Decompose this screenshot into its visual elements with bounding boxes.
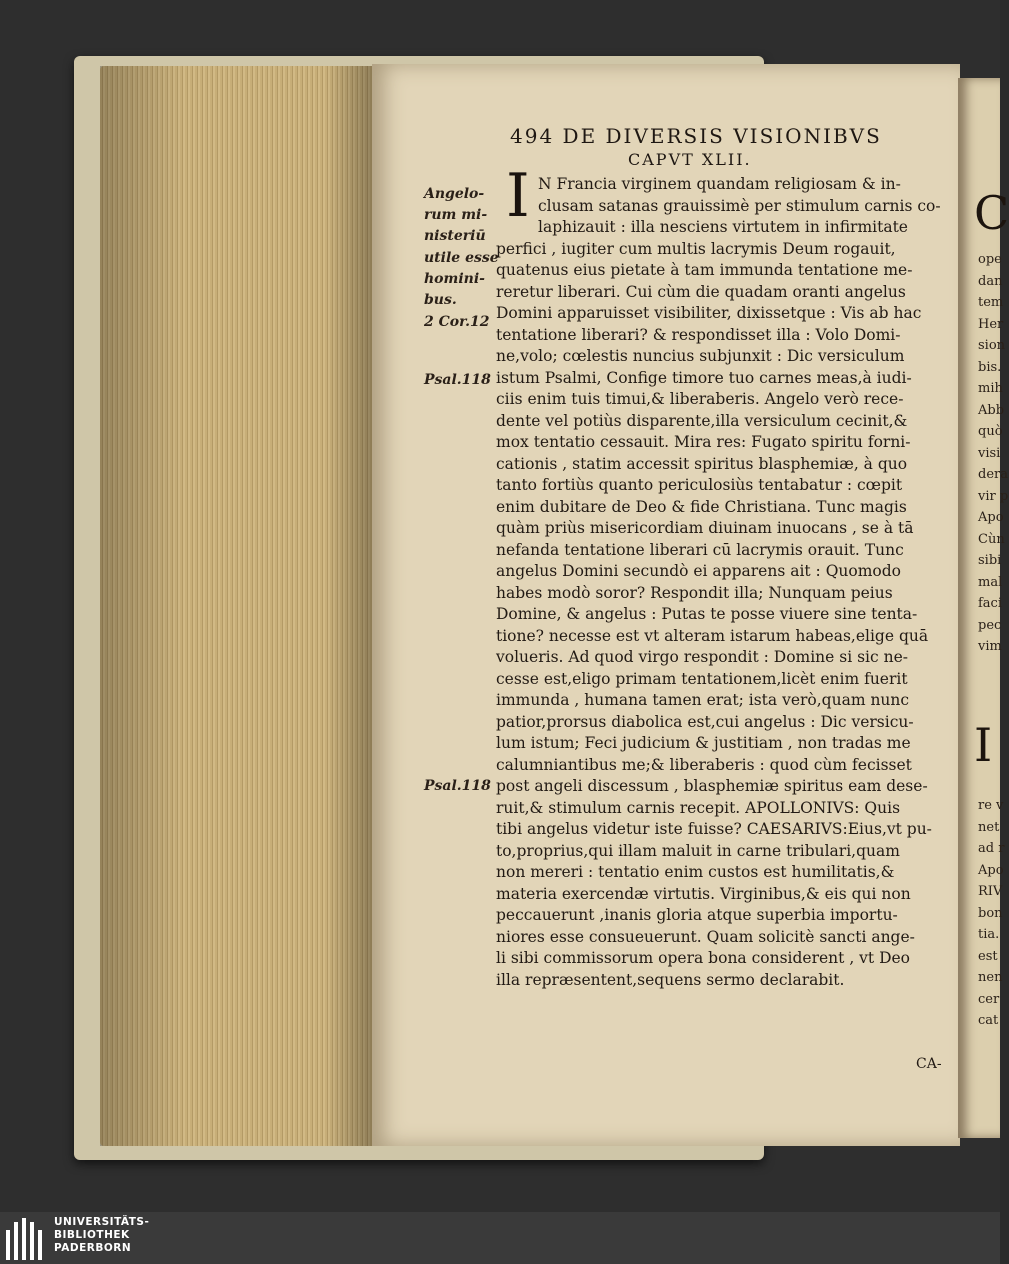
margin-note: homini- (424, 271, 485, 287)
right-page-line: Her (978, 316, 1004, 332)
text-line: perfici , iugiter cum multis lacrymis Deum rogauit, (496, 239, 896, 258)
text-line: nefanda tentatione liberari cū lacrymis orauit. Tunc (496, 540, 904, 559)
right-page-line: cat (978, 1013, 999, 1028)
page-block-shadow (100, 66, 382, 1146)
text-line: cesse est,eligo primam tentationem,licèt enim fuerit (496, 669, 908, 688)
right-page-line: dan (978, 273, 1003, 289)
margin-note: Psal.118 (424, 372, 491, 388)
right-page-line: RIV (978, 884, 1003, 899)
right-page-line: nen (978, 970, 1003, 985)
text-line: tione? necesse est vt alteram istarum habeas,elige quā (496, 626, 929, 645)
text-line: angelus Domini secundò ei apparens ait : Quomodo (496, 562, 902, 580)
right-page-line: faci (978, 596, 1003, 611)
right-page-line: tia. (978, 927, 1000, 942)
library-name-line3: PADERBORN (54, 1242, 132, 1254)
right-page-line: pec (978, 617, 1002, 633)
margin-note: bus. (424, 292, 457, 308)
margin-note: rum mi- (424, 207, 488, 223)
text-line: tibi angelus videtur iste fuisse? CAESARIVS:Eius,vt pu- (496, 820, 932, 838)
text-line: reretur liberari. Cui cùm die quadam oranti angelus (496, 282, 906, 301)
library-name-line2: BIBLIOTHEK (54, 1229, 130, 1241)
text-line: patior,prorsus diabolica est,cui angelus : Dic versicu- (496, 712, 914, 731)
text-line: non mereri : tentatio enim custos est humilitatis,& (496, 863, 895, 881)
right-page-line: bis. (978, 359, 1002, 375)
text-line: N Francia virginem quandam religiosam & in- (538, 175, 901, 193)
right-page-initial: C (974, 186, 1009, 240)
right-page-line: ope (978, 252, 1002, 267)
text-line: enim dubitare de Deo & fide Christiana. Tunc magis (496, 497, 907, 516)
right-page-line: sibi (978, 553, 1002, 568)
right-page-line: Cùn (978, 531, 1005, 547)
text-line: post angeli discessum , blasphemiæ spiritus eam dese- (496, 777, 928, 795)
margin-note: Psal.118 (424, 778, 491, 794)
right-page-line: tem (978, 295, 1004, 310)
right-page-line: mih (978, 381, 1003, 396)
right-page-line: cer (978, 991, 1000, 1007)
margin-note: utile esse (424, 250, 499, 266)
chapter-heading: CAPVT XLII. (628, 150, 752, 169)
right-page-line: Abb (978, 402, 1005, 418)
margin-note: nisteriū (424, 228, 486, 244)
right-page-line: vim (978, 639, 1002, 654)
text-line: lum istum; Feci judicium & justitiam , non tradas me (496, 734, 911, 752)
catchword: CA- (916, 1056, 942, 1072)
right-page-line: bon (978, 905, 1003, 921)
text-line: ciis enim tuis timui,& liberaberis. Angelo verò rece- (496, 390, 904, 408)
text-line: niores esse consueuerunt. Quam solicitè sancti ange- (496, 927, 915, 946)
text-line: to,proprius,qui illam maluit in carne tribulari,quam (496, 841, 900, 860)
right-page-line: visi (978, 445, 1001, 461)
right-page-line: Apo (978, 510, 1004, 525)
right-page-line: quò (978, 424, 1003, 439)
text-line: ruit,& stimulum carnis recepit. APOLLONIVS: Quis (496, 798, 901, 817)
text-line: materia exercendæ virtutis. Virginibus,& eis qui non (496, 884, 911, 903)
right-page-line: Apo (978, 862, 1004, 878)
library-logo-icon (6, 1216, 50, 1260)
text-line: volueris. Ad quod virgo respondit : Domine si sic ne- (496, 648, 909, 666)
right-page-fragment (958, 78, 1009, 1138)
text-line: tentatione liberari? & respondisset illa : Volo Domi- (496, 325, 901, 344)
text-line: laphizauit : illa nesciens virtutem in infirmitate (538, 218, 908, 236)
text-line: habes modò soror? Respondit illa; Nunquam peius (496, 583, 893, 602)
running-header: 494 DE DIVERSIS VISIONIBVS (510, 124, 882, 148)
text-line: Domini apparuisset visibiliter, dixissetque : Vis ab hac (496, 304, 922, 322)
text-line: illa repræsentent,sequens sermo declarabit. (496, 970, 845, 989)
text-line: quatenus eius pietate à tam immunda tentatione me- (496, 261, 913, 279)
right-page-line: mal (978, 574, 1003, 590)
right-page-initial-2: I (974, 718, 993, 772)
text-line: Domine, & angelus : Putas te posse viuere sine tenta- (496, 605, 918, 623)
text-line: clusam satanas grauissimè per stimulum carnis co- (538, 196, 941, 215)
right-page-line: est (978, 948, 998, 964)
margin-note: 2 Cor.12 (424, 314, 490, 330)
footer-bar (0, 1212, 1000, 1264)
right-page-line: ad r (978, 841, 1005, 856)
right-page-line: sion (978, 338, 1006, 353)
text-line: li sibi commissorum opera bona considerent , vt Deo (496, 949, 911, 967)
text-line: quàm priùs misericordiam diuinam inuocans , se à tā (496, 519, 914, 537)
text-line: peccauerunt ,inanis gloria atque superbia importu- (496, 906, 898, 924)
text-line: istum Psalmi, Confige timore tuo carnes meas,à iudi- (496, 368, 912, 387)
right-page-line: vir p (978, 488, 1009, 504)
text-line: ne,volo; cœlestis nuncius subjunxit : Dic versiculum (496, 347, 905, 365)
text-line: dente vel potiùs disparente,illa versiculum cecinit,& (496, 411, 908, 430)
text-line: mox tentatio cessauit. Mira res: Fugato spiritu forni- (496, 433, 911, 451)
text-line: immunda , humana tamen erat; ista verò,quam nunc (496, 691, 910, 709)
text-line: tanto fortiùs quanto periculosiùs tentabatur : cœpit (496, 476, 903, 494)
right-page-line: net (978, 819, 1000, 835)
margin-note: Angelo- (424, 186, 485, 202)
text-line: calumniantibus me;& liberaberis : quod cùm fecisset (496, 755, 912, 774)
right-page-line: re v (978, 798, 1004, 813)
drop-capital: I (506, 161, 530, 231)
right-page-line: dera (978, 467, 1008, 482)
library-name-line1: UNIVERSITÄTS- (54, 1216, 150, 1228)
text-line: cationis , statim accessit spiritus blasphemiæ, à quo (496, 454, 908, 473)
